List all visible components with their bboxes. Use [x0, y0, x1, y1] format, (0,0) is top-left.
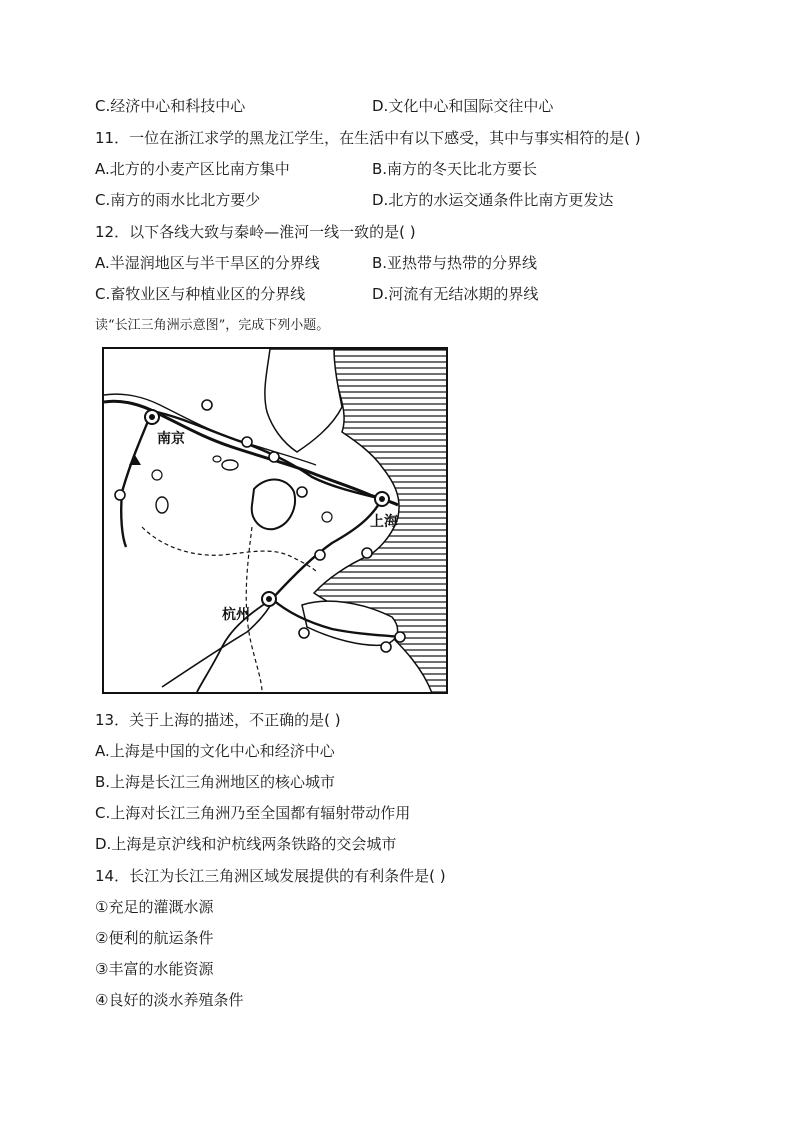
q12-stem: 12．以下各线大致与秦岭—淮河一线一致的是( ) — [95, 223, 416, 241]
map-intro: 读“长江三角洲示意图”，完成下列小题。 — [95, 318, 330, 333]
q11-stem: 11．一位在浙江求学的黑龙江学生，在生活中有以下感受，其中与事实相符的是( ) — [95, 129, 641, 147]
q14-item-4: ④良好的淡水养殖条件 — [95, 991, 244, 1009]
q12-option-a: A.半湿润地区与半干旱区的分界线 — [95, 254, 320, 272]
q11-option-c: C.南方的雨水比北方要少 — [95, 191, 261, 209]
q14-item-1: ①充足的灌溉水源 — [95, 898, 214, 916]
q12-option-c: C.畜牧业区与种植业区的分界线 — [95, 285, 306, 303]
q13-stem: 13．关于上海的描述，不正确的是( ) — [95, 711, 341, 729]
q13-option-b: B.上海是长江三角洲地区的核心城市 — [95, 773, 336, 791]
q14-item-2: ②便利的航运条件 — [95, 929, 214, 947]
q11-option-a: A.北方的小麦产区比南方集中 — [95, 160, 290, 178]
q12-option-b: B.亚热带与热带的分界线 — [372, 254, 538, 272]
q12-option-d: D.河流有无结冰期的界线 — [372, 285, 539, 303]
q13-option-a: A.上海是中国的文化中心和经济中心 — [95, 742, 335, 760]
q14-stem: 14．长江为长江三角洲区域发展提供的有利条件是( ) — [95, 867, 446, 885]
q11-option-b: B.南方的冬天比北方要长 — [372, 160, 538, 178]
q13-option-c: C.上海对长江三角洲乃至全国都有辐射带动作用 — [95, 804, 411, 822]
q10-option-c: C.经济中心和科技中心 — [95, 97, 246, 115]
q10-option-d: D.文化中心和国际交往中心 — [372, 97, 554, 115]
q11-option-d: D.北方的水运交通条件比南方更发达 — [372, 191, 614, 209]
q13-option-d: D.上海是京沪线和沪杭线两条铁路的交会城市 — [95, 835, 397, 853]
shanghai-label: 上海 — [370, 514, 398, 530]
yangtze-delta-map — [102, 347, 448, 694]
nanjing-label: 南京 — [157, 431, 185, 447]
q14-item-3: ③丰富的水能资源 — [95, 960, 214, 978]
hangzhou-label: 杭州 — [222, 607, 250, 623]
